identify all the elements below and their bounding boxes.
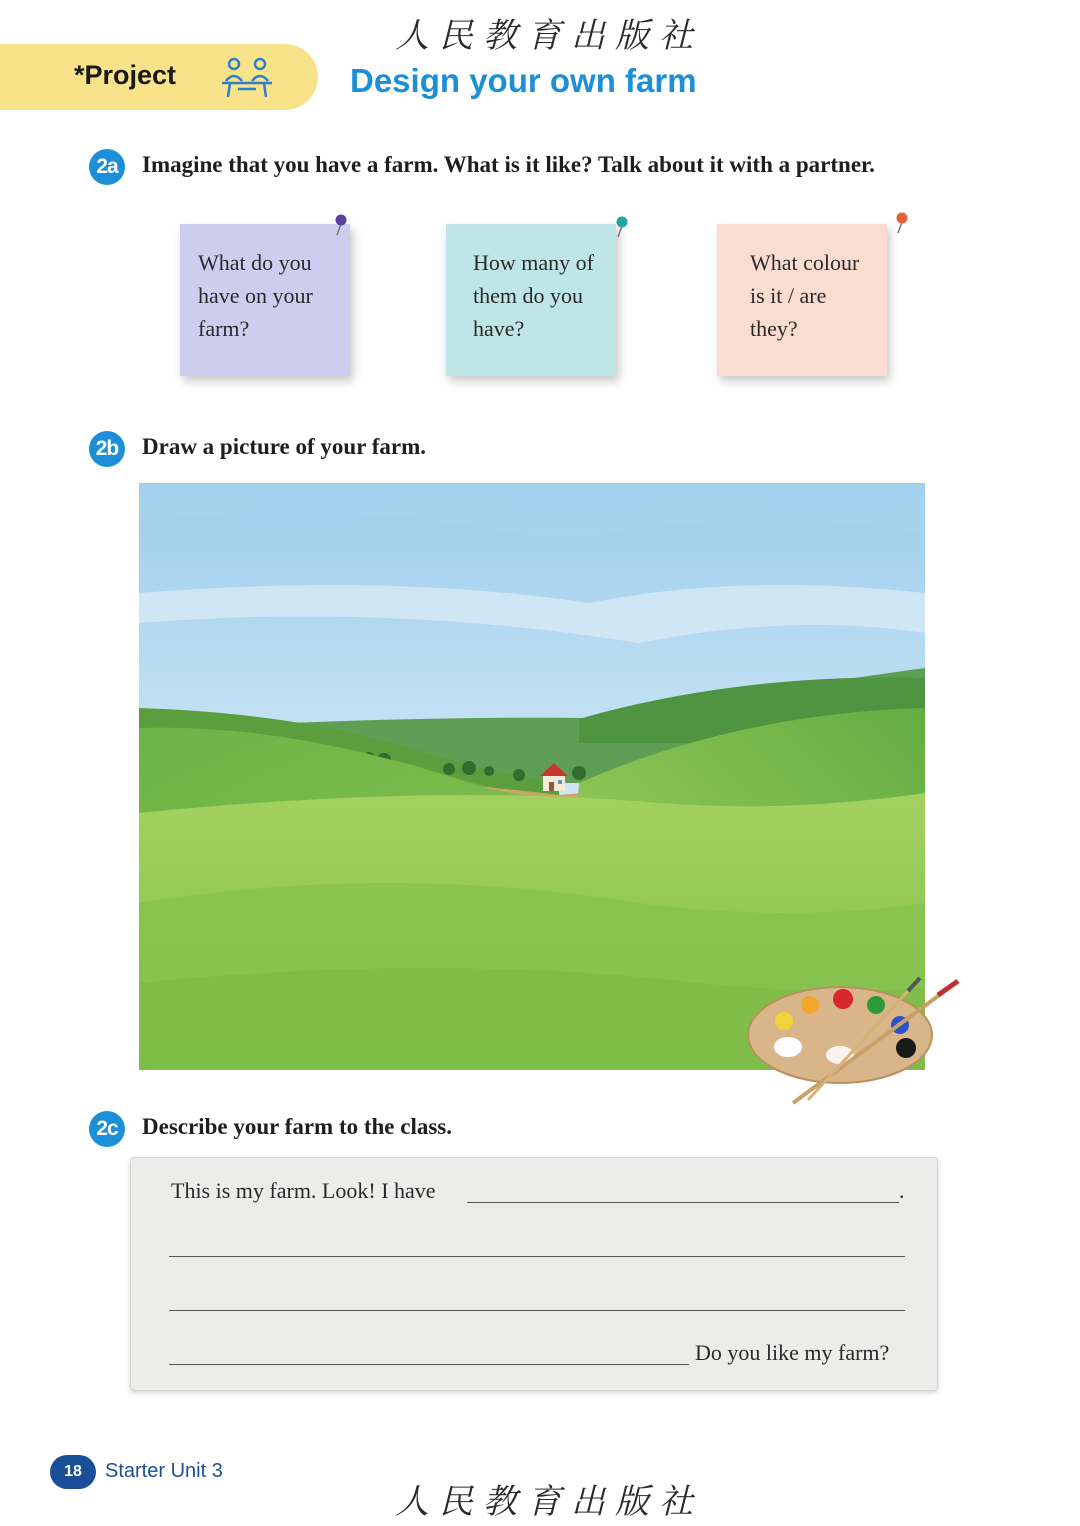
note-text xyxy=(750,246,859,345)
section-badge-2a: 2a xyxy=(89,149,125,185)
note-line: is it / are xyxy=(750,283,827,308)
project-label: *Project xyxy=(74,60,177,90)
publisher-watermark: 人民教育出版社 xyxy=(395,1482,703,1522)
page-number-badge: 18 xyxy=(50,1455,96,1489)
section-instruction-2b: Draw a picture of your farm. xyxy=(142,434,427,459)
sticky-note-how-many xyxy=(446,224,616,376)
writing-blank-line[interactable] xyxy=(169,1310,905,1311)
writing-blank-line[interactable] xyxy=(169,1256,905,1257)
note-line: What colour xyxy=(750,250,860,275)
push-pin-icon xyxy=(334,214,348,236)
page-title: Design your own farm xyxy=(350,62,697,99)
publisher-watermark: 人民教育出版社 xyxy=(395,16,703,56)
note-line: What do you xyxy=(198,250,312,275)
note-text xyxy=(198,246,313,345)
note-line: have on your xyxy=(198,283,313,308)
note-line: How many of xyxy=(473,250,594,275)
section-instruction-2a: Imagine that you have a farm. What is it like? Talk about it with a partner. xyxy=(142,152,875,177)
push-pin-icon xyxy=(615,216,629,238)
section-badge-2b: 2b xyxy=(89,431,125,467)
writing-blank-line[interactable] xyxy=(169,1364,689,1365)
pair-work-icon xyxy=(218,55,276,101)
note-text xyxy=(473,246,594,345)
writing-box xyxy=(130,1157,938,1391)
note-line: them do you xyxy=(473,283,583,308)
note-line: farm? xyxy=(198,316,250,341)
note-line: have? xyxy=(473,316,525,341)
sticky-note-colour xyxy=(717,224,887,376)
section-badge-2c: 2c xyxy=(89,1111,125,1147)
section-instruction-2c: Describe your farm to the class. xyxy=(142,1114,453,1139)
writing-closing: Do you like my farm? xyxy=(695,1340,890,1365)
push-pin-icon xyxy=(895,212,909,234)
unit-label: Starter Unit 3 xyxy=(105,1460,223,1482)
writing-starter: This is my farm. Look! I have xyxy=(171,1178,436,1203)
paint-palette-icon xyxy=(748,975,963,1107)
sticky-note-have xyxy=(180,224,350,376)
note-line: they? xyxy=(750,316,798,341)
writing-period: . xyxy=(899,1178,905,1203)
writing-blank-line[interactable] xyxy=(467,1202,899,1203)
